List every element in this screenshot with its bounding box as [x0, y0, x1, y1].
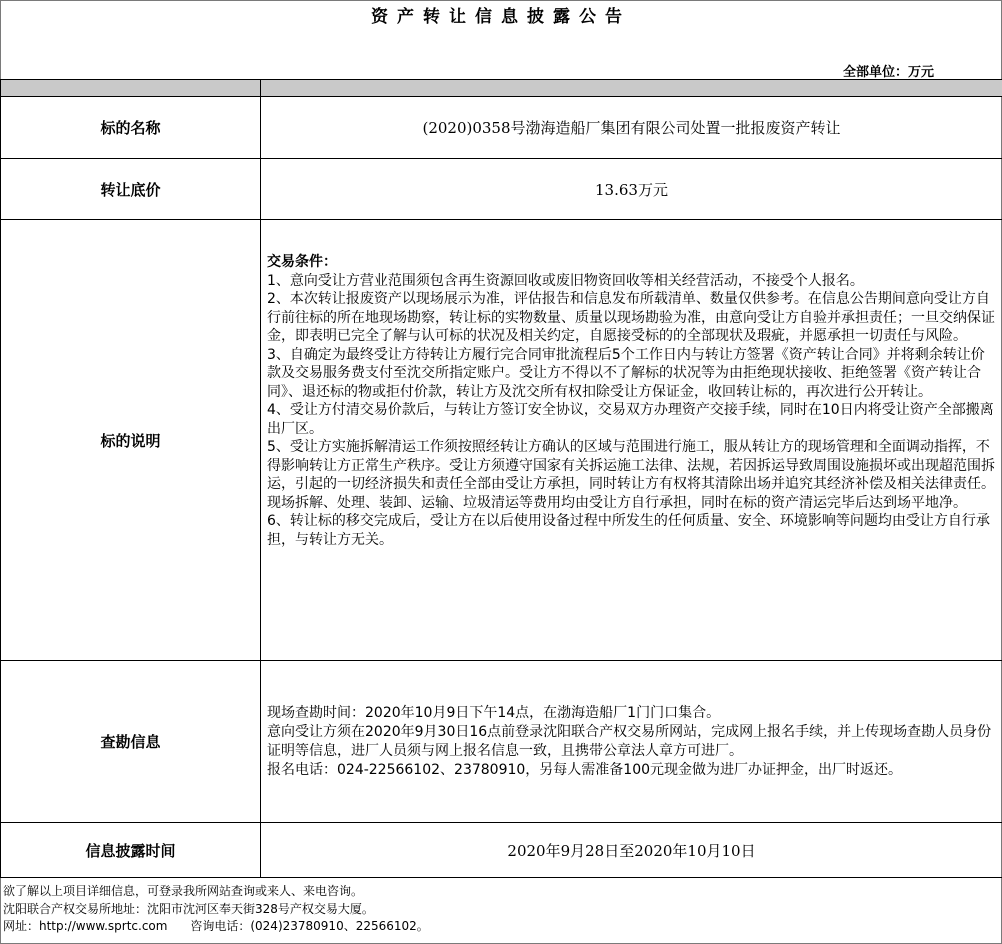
condition-item-6: 6、转让标的移交完成后，受让方在以后使用设备过程中所发生的任何质量、安全、环境影响等问题均由受让方自行承担，与转让方无关。 — [267, 513, 990, 548]
footer-contact — [3, 918, 429, 936]
table-header-row — [1, 80, 1002, 97]
label-desc: 标的说明 — [1, 220, 261, 661]
condition-item-5: 5、受让方实施拆解清运工作须按照经转让方确认的区域与范围进行施工，服从转让方的现场管理和全面调动指挥，不得影响转让方正常生产秩序。受让方须遵守国家有关拆运施工法律、法规，若因拆运导致周围设施损坏或出现超范围拆运，引起的一切经济损失和责任全部由受让方承担，同时转让方有权将其清除出场并追究其经济补偿及相关法律责任。现场拆解、处理、装卸、运输、垃圾清运等费用均由受让方自行承担，同时在标的资产清运完毕后达到场平地净。 — [267, 439, 995, 511]
condition-item-4: 4、受让方付清交易价款后，与转让方签订安全协议，交易双方办理资产交接手续，同时在10日内将受让资产全部搬离出厂区。 — [267, 402, 994, 437]
row-price — [1, 159, 1002, 220]
inspect-phone: 报名电话：024-22566102、23780910，另每人需准备100元现金做为进厂办证押金，出厂时返还。 — [267, 761, 903, 778]
inspect-time: 现场查勘时间：2020年10月9日下午14点，在渤海造船厂1门门口集合。 — [267, 704, 721, 721]
value-name: (2020)0358号渤海造船厂集团有限公司处置一批报废资产转让 — [261, 97, 1002, 159]
footer-website: 网址：http://www.sprtc.com — [3, 919, 168, 933]
footer — [3, 883, 429, 936]
row-period — [1, 823, 1002, 878]
inspect-registration: 意向受让方须在2020年9月30日16点前登录沈阳联合产权交易所网站，完成网上报名手续，并上传现场查勘人员身份证明等信息，进厂人员须与网上报名信息一致，且携带公章法人章方可进厂。 — [267, 723, 992, 759]
value-price: 13.63万元 — [261, 159, 1002, 220]
disclosure-table — [0, 79, 1002, 878]
condition-item-1: 1、意向受让方营业范围须包含再生资源回收或废旧物资回收等相关经营活动，不接受个人报名。 — [267, 272, 864, 289]
header-cell-right — [261, 80, 1002, 97]
row-name — [1, 97, 1002, 159]
footer-address: 沈阳联合产权交易所地址：沈阳市沈河区奉天街328号产权交易大厦。 — [3, 901, 374, 916]
label-period: 信息披露时间 — [1, 823, 261, 878]
footer-inquiry: 欲了解以上项目详细信息，可登录我所网站查询或来人、来电咨询。 — [3, 884, 364, 898]
condition-item-2: 2、本次转让报废资产以现场展示为准，评估报告和信息发布所载清单、数量仅供参考。在信息公告期间意向受让方自行前往标的所在地现场勘察，转让标的实物数量、质量以现场勘验为准，由意向受让方自验并承担责任；一旦交纳保证金，即表明已完全了解与认可标的状况及相关约定，自愿接受标的的全部现状及瑕疵，并愿承担一切责任与风险。 — [267, 291, 995, 344]
unit-note: 全部单位：万元 — [842, 65, 934, 80]
label-name: 标的名称 — [1, 97, 261, 159]
header-cell-left — [1, 80, 261, 97]
conditions-heading: 交易条件： — [267, 254, 337, 270]
value-period: 2020年9月28日至2020年10月10日 — [261, 823, 1002, 878]
condition-item-3: 3、自确定为最终受让方待转让方履行完合同审批流程后5个工作日内与转让方签署《资产转让合同》并将剩余转让价款及交易服务费支付至沈交所指定账户。受让方不得以不了解标的状况等为由拒绝现状接收、拒绝签署《资产转让合同》、退还标的物或拒付价款，转让方及沈交所有权扣除受让方保证金，收回转让标的，再次进行公开转让。 — [267, 346, 985, 400]
inspect-cell — [261, 661, 1002, 823]
page-title: 资产转让信息披露公告 — [371, 7, 631, 27]
label-price: 转让底价 — [1, 159, 261, 220]
row-inspect — [1, 661, 1002, 823]
desc-cell — [261, 220, 1002, 661]
footer-phone: 咨询电话：(024)23780910、22566102。 — [190, 919, 429, 933]
label-inspect: 查勘信息 — [1, 661, 261, 823]
row-desc — [1, 220, 1002, 661]
